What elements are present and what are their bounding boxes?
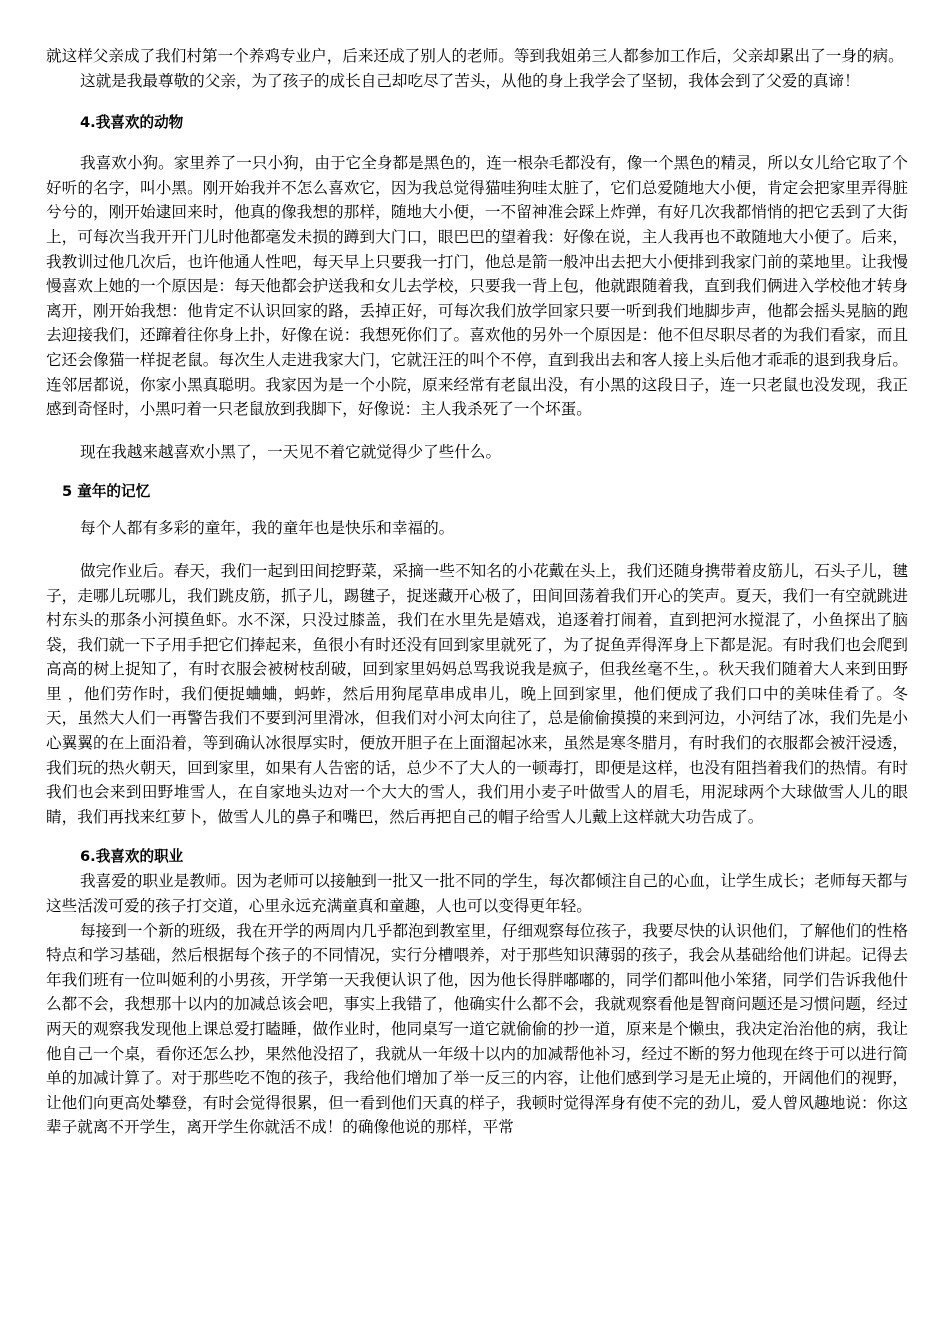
paragraph-dog-story: 我喜欢小狗。家里养了一只小狗，由于它全身都是黑色的，连一根杂毛都没有，像一个黑色的精灵，所以女儿给它取了个好听的名字，叫小黑。刚开始我并不怎么喜欢它，因为我总觉得猫哇狗哇太脏了，它们总爱随地大小便，肯定会把家里弄得脏兮兮的，刚开始逮回来时，他真的像我想的那样，随地大小便，一不留神准会踩上炸弹，有好几次我都悄悄的把它丢到了大街上，可每次当我开开门儿时他都毫发未损的蹲到大门口，眼巴巴的望着我：好像在说，主人我再也不敢随地大小便了。后来，我教训过他几次后，也许他通人性吧，每天早上只要我一打门，他总是箭一般冲出去把大小便排到我家门前的菜地里。让我慢慢喜欢上她的一个原因是：每天他都会护送我和女儿去学校，只要我一背上包，他就跟随着我，直到我们俩进入学校他才转身离开，刚开始我想：他肯定不认识回家的路，丢掉正好，可每次我们放学回家只要一听到我们地脚步声，他都会摇头晃脑的跑去迎接我们，还蹿着往你身上扑，好像在说：我想死你们了。喜欢他的另外一个原因是：他不但尽职尽者的为我们看家，而且它还会像猫一样捉老鼠。每次生人走进我家大门，它就汪汪的叫个不停，直到我出去和客人接上头后他才乖乖的退到我身后。连邻居都说，你家小黑真聪明。我家因为是一个小院，原来经常有老鼠出没，有小黑的这段日子，连一只老鼠也没发现，我正感到奇怪时，小黑叼着一只老鼠放到我脚下，好像说：主人我杀死了一个坏蛋。	[46, 154, 908, 419]
section-heading-favorite-job: 6.我喜欢的职业	[80, 848, 184, 866]
paragraph-childhood-intro: 每个人都有多彩的童年，我的童年也是快乐和幸福的。	[80, 519, 455, 538]
section-heading-childhood-memory: 5 童年的记忆	[62, 483, 151, 501]
paragraph-father-chicken: 就这样父亲成了我们村第一个养鸡专业户，后来还成了别人的老师。等到我姐弟三人都参加工作后，父亲却累出了一身的病。	[46, 47, 904, 65]
paragraph-job-classroom: 每接到一个新的班级，我在开学的两周内几乎都泡到教室里，仔细观察每位孩子，我要尽快的认识他们，了解他们的性格特点和学习基础，然后根据每个孩子的不同情况，实行分槽喂养，对于那些知识薄弱的孩子，我会从基础给他们讲起。记得去年我们班有一位叫姬利的小男孩，开学第一天我便认识了他，因为他长得胖嘟嘟的，同学们都叫他小笨猪，同学们告诉我他什么都不会，我想那十以内的加减总该会吧，事实上我错了，他确实什么都不会，我就观察看他是智商问题还是习惯问题，经过两天的观察我发现他上课总爱打瞌睡，做作业时，他同桌写一道它就偷偷的抄一道，原来是个懒虫，我决定治治他的病，我让他自己一个桌，看你还怎么抄，果然他没招了，我就从一年级十以内的加减帮他补习，经过不断的努力他现在终于可以进行简单的加减计算了。对于那些吃不饱的孩子，我给他们增加了举一反三的内容，让他们感到学习是无止境的，开阔他们的视野，让他们向更高处攀登，有时会觉得很累，但一看到他们天真的样子，我顿时觉得浑身有使不完的劲儿，爱人曾风趣地说：你这辈子就离不开学生，离开学生你就活不成！的确像他说的那样，平常	[46, 921, 908, 1137]
paragraph-father-summary: 这就是我最尊敬的父亲，为了孩子的成长自己却吃尽了苦头，从他的身上我学会了坚韧，我体会到了父爱的真谛！	[80, 71, 860, 90]
paragraph-job-intro: 我喜爱的职业是教师。因为老师可以接触到一批又一批不同的学生，每次都倾注自己的心血，让学生成长；老师每天都与这些活泼可爱的孩子打交道，心里永远充满童真和童趣，人也可以变得更年轻。	[46, 872, 908, 916]
section-heading-favorite-animal: 4.我喜欢的动物	[80, 114, 184, 132]
document-page	[46, 44, 908, 1140]
paragraph-dog-conclusion: 现在我越来越喜欢小黑了，一天见不着它就觉得少了些什么。	[80, 442, 502, 461]
paragraph-childhood-seasons: 做完作业后。春天，我们一起到田间挖野菜，采摘一些不知名的小花戴在头上，我们还随身携带着皮筋儿，石头子儿，毽子，走哪儿玩哪儿，我们跳皮筋，抓子儿，踢毽子，捉迷藏开心极了，田间回荡着我们开心的笑声。夏天，我们一有空就跳进村东头的那条小河摸鱼虾。水不深，只没过膝盖，我们在水里先是嬉戏，追逐着打闹着，直到把河水搅混了，小鱼探出了脑袋，我们就一下子用手把它们捧起来，鱼很小有时还没有回到家里就死了，为了捉鱼弄得浑身上下都是泥。有时我们也会爬到高高的树上捉知了，有时衣服会被树枝刮破，回到家里妈妈总骂我说我是疯子，但我丝毫不生，。秋天我们随着大人来到田野里 ，他们劳作时，我们便捉蛐蛐，蚂蚱，然后用狗尾草串成串儿，晚上回到家里，他们便成了我们口中的美味佳肴了。冬天，虽然大人们一再警告我们不要到河里滑冰，但我们对小河太向往了，总是偷偷摸摸的来到河边，小河结了冰，我们先是小心翼翼的在上面沿着，等到确认冰很厚实时，便放开胆子在上面溜起冰来，虽然是寒冬腊月，有时我们的衣服都会被汗浸透，我们玩的热火朝天，回到家里，如果有人告密的话，总少不了大人的一顿毒打，即便是这样，也没有阻挡着我们的热情。有时我们也会来到田野堆雪人，在自家地头边对一个大大的雪人，我们用小麦子叶做雪人的眉毛，用泥球两个大球做雪人儿的眼睛，我们再找来红萝卜，做雪人儿的鼻子和嘴巴，然后再把自己的帽子给雪人儿戴上这样就大功告成了。	[46, 561, 908, 826]
